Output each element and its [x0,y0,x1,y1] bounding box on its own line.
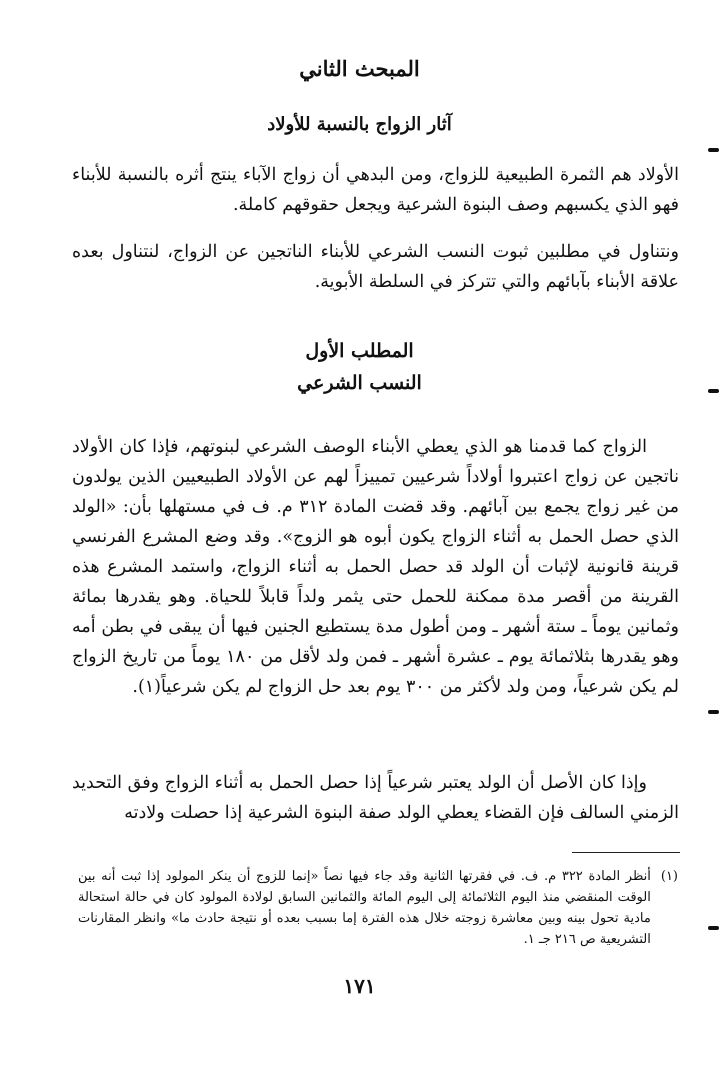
subsection-subtitle: النسب الشرعي [297,372,422,394]
subsection-title: المطلب الأول [305,340,414,362]
chapter-title: المبحث الثاني [299,56,420,81]
page-edge-mark [708,389,719,393]
intro-paragraph-2: ونتناول في مطلبين ثبوت النسب الشرعي للأبناء الناتجين عن الزواج، لنتناول بعده علاقة الأبناء بآبائهم والتي تتركز في السلطة الأبوية. [72,242,679,292]
page-edge-mark [708,926,719,930]
intro-paragraph-1: الأولاد هم الثمرة الطبيعية للزواج، ومن البدهي أن زواج الآباء ينتج أثره بالنسبة للأبناء فهو الذي يكسبهم وصف البنوة الشرعية ويجعل حقوقهم كاملة. [72,165,679,215]
footnote-number: (١) [660,869,678,884]
footnote-text: أنظر المادة ٣٢٢ م. ف. في فقرتها الثانية وقد جاء فيها نصاً «إنما للزوج أن ينكر المولود إذا ثبت أنه بين الوقت المنقضي منذ اليوم الثلاثمائة إلى اليوم المائة والثمانين السابق لولادة المولود كان في حالة استحالة مادية تحول بينه وبين معاشرة زوجته خلال هذه الفترة إما بسبب بعده أو نتيجة حادث ما» وانظر المقارنات التشريعية ص ٢١٦ جـ ١. [78,869,651,947]
page-edge-mark [708,710,719,714]
section-title: آثار الزواج بالنسبة للأولاد [267,114,452,135]
main-paragraph-1: الزواج كما قدمنا هو الذي يعطي الأبناء الوصف الشرعي لبنوتهم، فإذا كان الأولاد ناتجين عن زواج اعتبروا أولاداً شرعيين تمييزاً لهم عن الأولاد الطبيعيين الذين يولدون من غير زواج يجمع بين آبائهم. وقد قضت المادة ٣١٢ م. ف في مستهلها بأن: «الولد الذي حصل الحمل به أثناء الزواج يكون أبوه هو الزوج». وقد وضع المشرع الفرنسي قرينة قانونية لإثبات أن الولد قد حصل الحمل به أثناء الزواج، واستمد المشرع هذه القرينة من أقصر مدة ممكنة للحمل حتى يثمر ولداً قابلاً للحياة. وهو يقدرها بمائة وثمانين يوماً ـ ستة أشهر ـ ومن أطول مدة يستطيع الجنين فيها أن يبقى في بطن أمه وهو يقدرها بثلاثمائة يوم ـ عشرة أشهر ـ فمن ولد لأقل من ١٨٠ يوماً من تاريخ الزواج لم يكن شرعياً، ومن ولد لأكثر من ٣٠٠ يوم بعد حل الزواج لم يكن شرعياً(١). [72,437,679,697]
page-number: ١٧١ [343,974,376,998]
footnote [78,866,678,950]
footnote-divider [572,852,680,853]
page-edge-mark [708,148,719,152]
main-paragraph-2: وإذا كان الأصل أن الولد يعتبر شرعياً إذا حصل الحمل به أثناء الزواج وفق التحديد الزمني السالف فإن القضاء يعطي الولد صفة البنوة الشرعية إذا حصلت ولادته [72,773,679,823]
